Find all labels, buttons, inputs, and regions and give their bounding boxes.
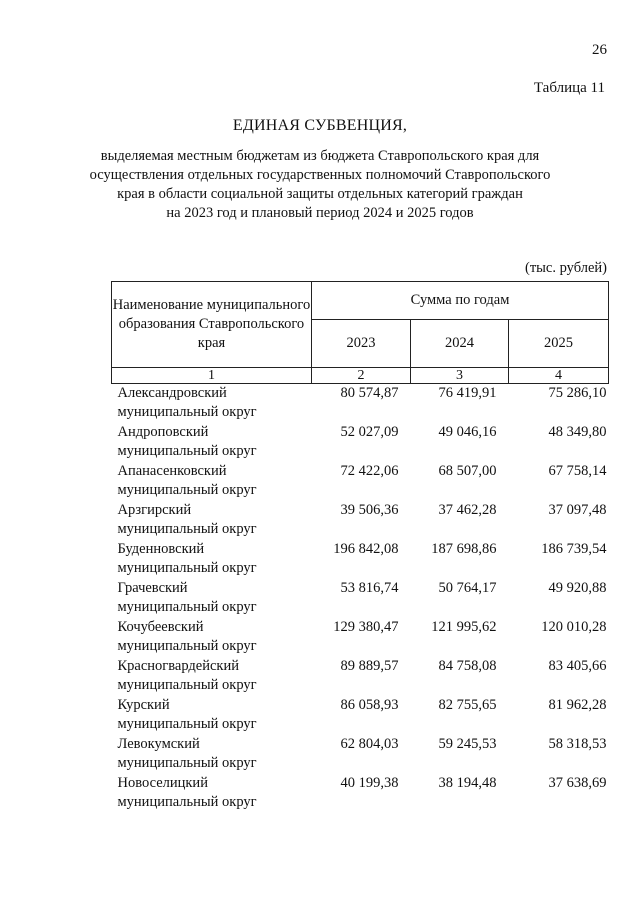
value-2023: 62 804,03 xyxy=(340,736,399,752)
value-2024: 49 046,16 xyxy=(438,424,497,440)
subtitle-line: на 2023 год и плановый период 2024 и 2025 годов xyxy=(166,205,474,221)
value-2023: 39 506,36 xyxy=(340,502,399,518)
table-row xyxy=(112,384,609,424)
value-2023: 86 058,93 xyxy=(340,697,399,713)
value-2025: 75 286,10 xyxy=(548,385,607,401)
value-2025: 83 405,66 xyxy=(548,658,607,674)
subtitle-line: осуществления отдельных государственных полномочий Ставропольского xyxy=(89,167,551,183)
municipality-name xyxy=(112,579,312,618)
value-2024: 68 507,00 xyxy=(438,463,497,479)
municipality-name xyxy=(112,657,312,696)
municipality-name-line: Арзгирский xyxy=(117,502,192,518)
column-number: 3 xyxy=(411,368,509,384)
subtitle-line: выделяемая местным бюджетам из бюджета Ставропольского края для xyxy=(100,148,540,164)
value-2024: 82 755,65 xyxy=(438,697,497,713)
municipality-name-line: Александровский xyxy=(117,385,227,401)
municipality-name xyxy=(112,423,312,462)
value-2025: 81 962,28 xyxy=(548,697,607,713)
page-number: 26 xyxy=(592,42,607,58)
value-2023: 89 889,57 xyxy=(340,658,399,674)
municipality-name-line: Буденновский xyxy=(117,541,205,557)
municipality-name xyxy=(112,735,312,774)
municipality-name-line: Апанасенковский xyxy=(117,463,227,479)
value-2025: 37 097,48 xyxy=(548,502,607,518)
document-title: ЕДИНАЯ СУБВЕНЦИЯ, xyxy=(232,117,408,134)
table-row xyxy=(112,579,609,618)
municipality-name xyxy=(112,540,312,579)
column-number: 4 xyxy=(509,368,609,384)
header-sum-by-years: Сумма по годам xyxy=(312,282,609,320)
table-row xyxy=(112,501,609,540)
municipality-name-line: муниципальный округ xyxy=(117,755,257,771)
municipality-name-line: муниципальный округ xyxy=(117,404,257,420)
municipality-name xyxy=(112,384,312,424)
value-2023: 53 816,74 xyxy=(340,580,399,596)
value-2025: 49 920,88 xyxy=(548,580,607,596)
municipality-name-line: муниципальный округ xyxy=(117,599,257,615)
column-number: 2 xyxy=(312,368,411,384)
value-2024: 76 419,91 xyxy=(438,385,497,401)
value-2024: 38 194,48 xyxy=(438,775,497,791)
municipality-name xyxy=(112,462,312,501)
value-2024: 59 245,53 xyxy=(438,736,497,752)
header-year-2024: 2024 xyxy=(411,320,509,368)
table-header xyxy=(112,282,609,384)
municipality-name-line: муниципальный округ xyxy=(117,794,257,810)
subvention-table xyxy=(111,281,609,813)
municipality-name-line: муниципальный округ xyxy=(117,677,257,693)
value-2025: 67 758,14 xyxy=(548,463,607,479)
table-row xyxy=(112,540,609,579)
header-year-2025: 2025 xyxy=(509,320,609,368)
subtitle-line: края в области социальной защиты отдельных категорий граждан xyxy=(117,186,523,202)
table-label: Таблица 11 xyxy=(533,80,605,96)
value-2024: 187 698,86 xyxy=(431,541,497,557)
value-2023: 129 380,47 xyxy=(333,619,399,635)
value-2024: 84 758,08 xyxy=(438,658,497,674)
table-row xyxy=(112,774,609,813)
municipality-name-line: Левокумский xyxy=(117,736,200,752)
municipality-name-line: Кочубеевский xyxy=(117,619,204,635)
table-row xyxy=(112,657,609,696)
value-2025: 186 739,54 xyxy=(541,541,607,557)
table-row xyxy=(112,696,609,735)
table-row xyxy=(112,462,609,501)
units-label: (тыс. рублей) xyxy=(525,260,607,276)
table-row xyxy=(112,423,609,462)
municipality-name-line: Грачевский xyxy=(117,580,188,596)
value-2024: 37 462,28 xyxy=(438,502,497,518)
value-2025: 58 318,53 xyxy=(548,736,607,752)
table-row xyxy=(112,618,609,657)
value-2023: 80 574,87 xyxy=(340,385,399,401)
municipality-name-line: муниципальный округ xyxy=(117,482,257,498)
value-2023: 72 422,06 xyxy=(340,463,399,479)
value-2025: 37 638,69 xyxy=(548,775,607,791)
municipality-name-line: муниципальный округ xyxy=(117,560,257,576)
municipality-name-line: Новоселицкий xyxy=(117,775,208,791)
value-2025: 120 010,28 xyxy=(541,619,607,635)
value-2023: 196 842,08 xyxy=(333,541,399,557)
column-numbers-row xyxy=(112,368,609,384)
document-subtitle xyxy=(0,147,640,223)
municipality-name-line: муниципальный округ xyxy=(117,638,257,654)
municipality-name xyxy=(112,774,312,813)
table-row xyxy=(112,735,609,774)
column-number: 1 xyxy=(112,368,312,384)
municipality-name-line: Курский xyxy=(117,697,170,713)
header-municipality: Наименование муниципального образования Ставропольского края xyxy=(112,282,312,368)
municipality-name-line: Красногвардейский xyxy=(117,658,239,674)
value-2024: 121 995,62 xyxy=(431,619,497,635)
municipality-name-line: муниципальный округ xyxy=(117,716,257,732)
value-2023: 52 027,09 xyxy=(340,424,399,440)
municipality-name-line: муниципальный округ xyxy=(117,521,257,537)
value-2024: 50 764,17 xyxy=(438,580,497,596)
value-2023: 40 199,38 xyxy=(340,775,399,791)
municipality-name xyxy=(112,696,312,735)
municipality-name xyxy=(112,618,312,657)
municipality-name xyxy=(112,501,312,540)
header-year-2023: 2023 xyxy=(312,320,411,368)
municipality-name-line: Андроповский xyxy=(117,424,209,440)
value-2025: 48 349,80 xyxy=(548,424,607,440)
municipality-name-line: муниципальный округ xyxy=(117,443,257,459)
table-body xyxy=(112,384,609,814)
